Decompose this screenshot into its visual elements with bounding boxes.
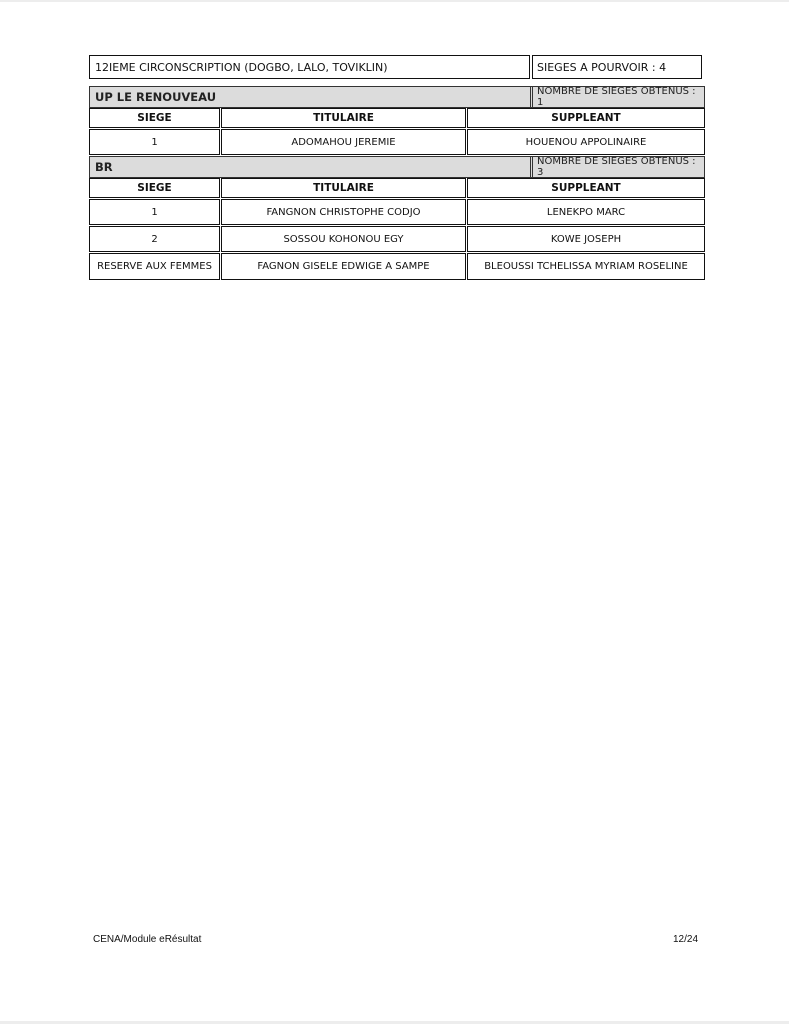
column-header-siege: SIEGE	[89, 178, 220, 198]
column-header-siege: SIEGE	[89, 108, 220, 128]
page-number: 12/24	[673, 934, 699, 945]
seats-obtained: NOMBRE DE SIEGES OBTENUS : 1	[530, 87, 704, 107]
table-cell-siege: 1	[89, 199, 220, 225]
column-header-suppleant: SUPPLEANT	[467, 178, 705, 198]
column-header-titulaire: TITULAIRE	[221, 108, 466, 128]
seats-obtained: NOMBRE DE SIEGES OBTENUS : 3	[530, 157, 704, 177]
party-name: BR	[95, 160, 113, 174]
seats-to-fill-label: SIEGES A POURVOIR : 4	[537, 60, 667, 74]
table-cell-siege: RESERVE AUX FEMMES	[89, 253, 220, 280]
table-cell-titulaire: FANGNON CHRISTOPHE CODJO	[221, 199, 466, 225]
table-cell-suppleant: BLEOUSSI TCHELISSA MYRIAM ROSELINE	[467, 253, 705, 280]
column-header-suppleant: SUPPLEANT	[467, 108, 705, 128]
circonscription-title	[89, 55, 530, 79]
table-cell-titulaire: FAGNON GISELE EDWIGE A SAMPE	[221, 253, 466, 280]
table-cell-siege: 1	[89, 129, 220, 155]
table-cell-suppleant: KOWE JOSEPH	[467, 226, 705, 252]
party-header-up-le-renouveau	[89, 86, 705, 108]
document-page	[0, 2, 789, 1021]
column-header-titulaire: TITULAIRE	[221, 178, 466, 198]
footer-source: CENA/Module eRésultat	[93, 934, 202, 945]
table-cell-titulaire: SOSSOU KOHONOU EGY	[221, 226, 466, 252]
party-name: UP LE RENOUVEAU	[95, 90, 217, 104]
circonscription-label: 12IEME CIRCONSCRIPTION (DOGBO, LALO, TOVIKLIN)	[95, 60, 388, 74]
table-cell-suppleant: LENEKPO MARC	[467, 199, 705, 225]
table-cell-titulaire: ADOMAHOU JEREMIE	[221, 129, 466, 155]
party-header-br	[89, 156, 705, 178]
table-cell-suppleant: HOUENOU APPOLINAIRE	[467, 129, 705, 155]
seats-to-fill	[532, 55, 702, 79]
table-cell-siege: 2	[89, 226, 220, 252]
